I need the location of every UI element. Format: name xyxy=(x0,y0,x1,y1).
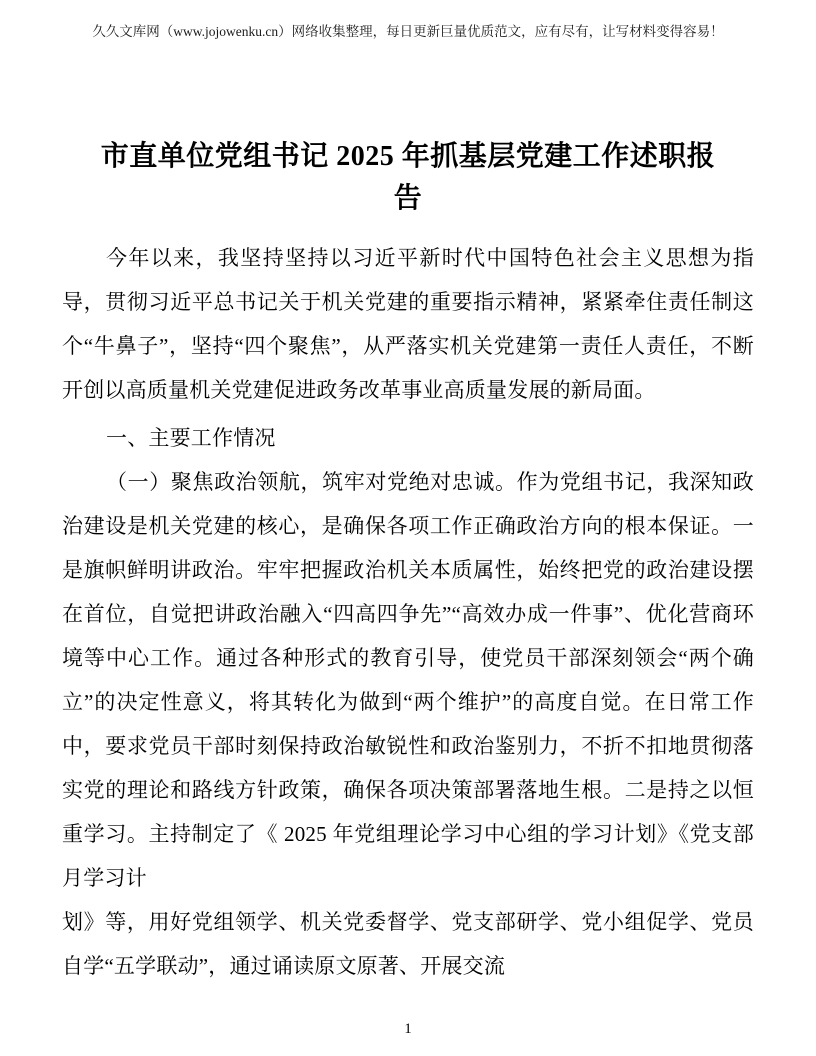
paragraph-continuation: 划》等，用好党组领学、机关党委督学、党支部研学、党小组促学、党员自学“五学联动”，通过诵读原文原著、开展交流 xyxy=(62,910,754,978)
page-title: 市直单位党组书记 2025 年抓基层党建工作述职报告 xyxy=(100,141,716,214)
page-number: 1 xyxy=(404,1021,412,1037)
title-spacer xyxy=(62,40,754,136)
paragraph-subsection-one: （一）聚焦政治领航，筑牢对党绝对忠诚。作为党组书记，我深知政治建设是机关党建的核心，是确保各项工作正确政治方向的根本保证。一是旗帜鲜明讲政治。牢牢把握政治机关本质属性，始终把党的政治建设摆在首位，自觉把讲政治融入“四高四争先”“高效办成一件事”、优化营商环境等中心工作。通过各种形式的教育引导，使党员干部深刻领会“两个确立”的决定性意义，将其转化为做到“两个维护”的高度自觉。在日常工作中，要求党员干部时刻保持政治敏锐性和政治鉴别力，不折不扣地贯彻落实党的理论和路线方针政策，确保各项决策部署落地生根。二是持之以恒重学习。主持制定了《 2025 年党组理论学习中心组的学习计划》《党支部月学习计 xyxy=(62,470,754,890)
watermark-text: 久久文库网（www.jojowenku.cn）网络收集整理，每日更新巨量优质范文，应有尽有，让写材料变得容易！ xyxy=(92,24,724,39)
document-body xyxy=(62,236,754,988)
paragraph-intro: 今年以来，我坚持坚持以习近平新时代中国特色社会主义思想为指导，贯彻习近平总书记关于机关党建的重要指示精神，紧紧牵住责任制这个“牛鼻子”，坚持“四个聚焦”，从严落实机关党建第一责任人责任，不断开创以高质量机关党建促进政务改革事业高质量发展的新局面。 xyxy=(62,246,754,402)
section-heading-one: 一、主要工作情况 xyxy=(106,426,276,450)
